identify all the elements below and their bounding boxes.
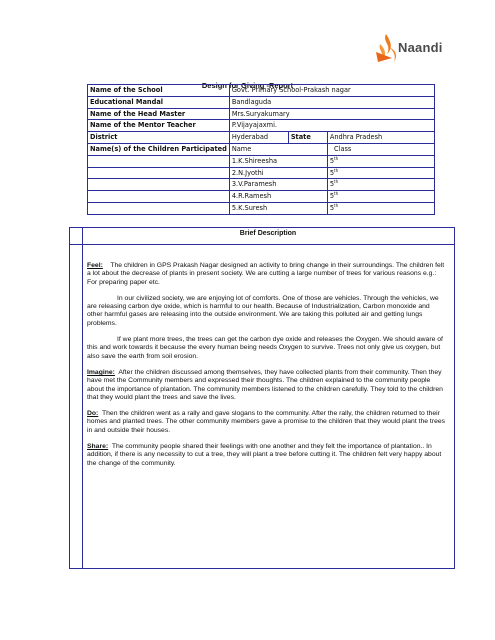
- trees-paragraph: If we plant more trees, the trees can get the carbon dye oxide and releases the Oxygen. We should aware of this and work towards it because the every human being needs Oxygen to survive. Trees not only give us oxygen, but also save the earth from soil erosion.: [87, 336, 443, 360]
- empty-cell: [88, 167, 230, 179]
- table-row: [88, 202, 435, 214]
- brand-name: Naandi: [398, 40, 443, 55]
- head-master-label: Name of the Head Master: [88, 108, 230, 120]
- class-suffix: th: [334, 179, 339, 185]
- vehicles-paragraph: In our civilized society, we are enjoying lot of comforts. One of those are vehicles. Through the vehicles, we are releasing carbon dye oxide, which is harmful to our health. Because of Industrialization, Carbon monoxide and other harmful gases are releasing into the outside environment. We are taking this polluted air and getting lungs problems.: [87, 294, 439, 327]
- empty-cell: [88, 191, 230, 203]
- table-row: [88, 143, 435, 155]
- imagine-label: Imagine:: [87, 368, 115, 376]
- empty-cell: [88, 155, 230, 167]
- class-suffix: th: [334, 203, 339, 209]
- class-number: 5: [329, 180, 335, 189]
- child-class: [327, 202, 434, 214]
- margin-column-divider: [82, 228, 83, 568]
- children-label: Name(s) of the Children Participated: [88, 143, 230, 155]
- empty-cell: [88, 179, 230, 191]
- empty-cell: [88, 202, 230, 214]
- child-name: 2.N.Jyothi: [229, 167, 327, 179]
- class-number: 5: [329, 192, 335, 201]
- class-number: 5: [329, 168, 335, 177]
- table-row: [88, 85, 435, 97]
- class-number: 5: [329, 156, 335, 165]
- child-class: [327, 191, 434, 203]
- school-info-table: [87, 84, 435, 215]
- head-master-value: Mrs.Suryakumary: [229, 108, 434, 120]
- feel-paragraph: [87, 262, 447, 287]
- child-name: 5.K.Suresh: [229, 202, 327, 214]
- child-name: 3.V.Paramesh: [229, 179, 327, 191]
- share-paragraph: [87, 443, 447, 468]
- mandal-label: Educational Mandal: [88, 96, 230, 108]
- feel-label: Feel:: [87, 262, 103, 269]
- name-header: Name: [229, 143, 327, 155]
- class-suffix: th: [334, 167, 339, 173]
- school-label: Name of the School: [88, 85, 230, 97]
- district-value: Hyderabad: [229, 132, 288, 144]
- description-body: [87, 262, 447, 476]
- child-class: [327, 155, 434, 167]
- imagine-text: After the children discussed among themselves, they have collected plants from their community. Then they have met the Community members and expressed their thoughts. The children explained to the community people about the importance of plantation. The community members listened to the children carefully. They told to the children that they would plant the trees and save the lives.: [87, 368, 443, 401]
- share-label: Share:: [87, 443, 109, 451]
- table-row: [88, 108, 435, 120]
- class-header-text: Class: [334, 145, 352, 154]
- table-row: [88, 167, 435, 179]
- table-row: [88, 191, 435, 203]
- feel-text: The children in GPS Prakash Nagar designed an activity to bring change in their surroundings. The children felt a lot about the decrease of plants in present society. We are cutting a large number of trees for various reasons e.g.: For preparing paper etc.: [87, 262, 445, 286]
- state-value: Andhra Pradesh: [327, 132, 434, 144]
- share-text: The community people shared their feelings with one another and they felt the importance of plantation.. In addition, if there is any necessity to cut a tree, they will plant a tree before cutting it. The children felt very happy about the change of the community.: [87, 443, 442, 467]
- table-row: [88, 155, 435, 167]
- mentor-value: P.Vijayajaxmi.: [229, 120, 434, 132]
- do-text: Then the children went as a rally and gave slogans to the community. After the rally, the children returned to their homes and planted trees. The other community members gave a promise to the children that they would plant the trees in and outside their houses.: [87, 410, 446, 434]
- class-number: 5: [329, 204, 335, 213]
- table-row: [88, 120, 435, 132]
- do-paragraph: [87, 410, 447, 435]
- do-label: Do:: [87, 410, 99, 418]
- document-title: Design for Giving -Report: [201, 81, 294, 90]
- description-heading: Brief Description: [239, 230, 297, 237]
- mandal-value: Bandlaguda: [229, 96, 434, 108]
- table-row: [88, 179, 435, 191]
- table-row: [88, 96, 435, 108]
- class-header: [327, 143, 434, 155]
- class-suffix: th: [334, 155, 339, 161]
- mentor-label: Name of the Mentor Teacher: [88, 120, 230, 132]
- class-suffix: th: [334, 191, 339, 197]
- table-row: [88, 132, 435, 144]
- child-class: [327, 179, 434, 191]
- school-value: Govt. Primary School-Prakash nagar: [229, 85, 434, 97]
- child-class: [327, 167, 434, 179]
- state-label: State: [288, 132, 327, 144]
- district-label: District: [88, 132, 230, 144]
- child-name: 1.K.Shireesha: [229, 155, 327, 167]
- child-name: 4.R.Ramesh: [229, 191, 327, 203]
- imagine-paragraph: [87, 369, 447, 402]
- heading-divider: [70, 244, 454, 245]
